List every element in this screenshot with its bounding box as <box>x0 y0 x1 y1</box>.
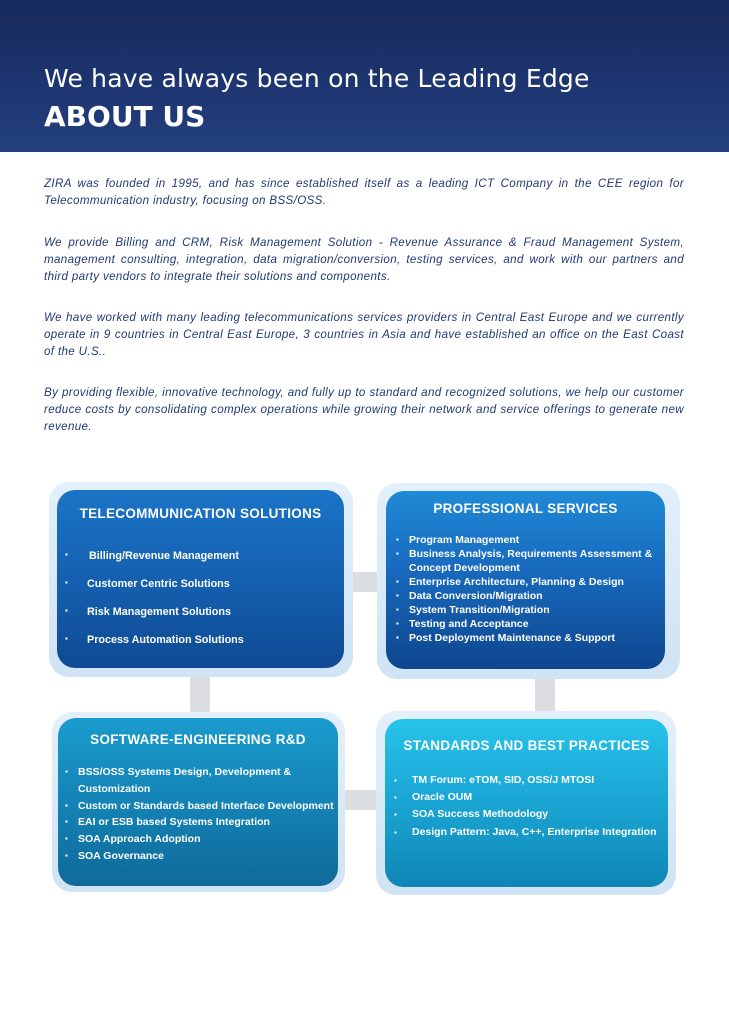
standards-title: STANDARDS AND BEST PRACTICES <box>403 738 650 753</box>
bullet-icon: ▪ <box>396 591 399 600</box>
paragraph-founding: ZIRA was founded in 1995, and has since established itself as a leading ICT Company in the CEE region for Telecommunication industry, focusing on BSS/OSS. <box>44 177 684 207</box>
bullet-icon: ▪ <box>65 800 68 810</box>
list-item: ▪ Enterprise Architecture, Planning & Design <box>396 576 624 588</box>
software-engineering-title: SOFTWARE-ENGINEERING R&D <box>90 732 306 747</box>
list-item: ▪ Design Pattern: Java, C++, Enterprise Integration <box>412 824 657 841</box>
software-engineering-list <box>65 764 334 865</box>
bullet-icon: ▪ <box>65 850 68 860</box>
list-item: ▪ Testing and Acceptance <box>396 618 529 630</box>
bullet-icon: ▪ <box>396 535 399 544</box>
list-item-continuation: Concept Development <box>409 562 520 574</box>
list-item: ▪ Billing/Revenue Management <box>65 550 239 562</box>
list-item: ▪ Post Deployment Maintenance & Support <box>396 632 615 644</box>
list-item: ▪ Customer Centric Solutions <box>65 578 230 590</box>
bullet-icon: ▪ <box>65 834 68 844</box>
list-item: ▪ SOA Success Methodology <box>412 806 657 823</box>
list-item: ▪ Process Automation Solutions <box>65 634 244 646</box>
list-item: ▪ Data Conversion/Migration <box>396 590 543 602</box>
list-item: ▪ Risk Management Solutions <box>65 606 231 618</box>
bullet-icon: ▪ <box>396 619 399 628</box>
list-item: ▪ SOA Approach Adoption <box>78 831 334 848</box>
bullet-icon: ▪ <box>396 605 399 614</box>
professional-services-box <box>386 491 665 669</box>
list-item: ▪ Program Management <box>396 534 520 546</box>
paragraph-services: We provide Billing and CRM, Risk Management Solution - Revenue Assurance & Fraud Management System, management consulting, integration, data migration/conversion, testing services, and work with our partners and third party vendors to integrate their solutions and components. <box>44 236 684 283</box>
telecom-solutions-box <box>57 490 344 668</box>
list-item: ▪ System Transition/Migration <box>396 604 550 616</box>
professional-services-title: PROFESSIONAL SERVICES <box>433 501 618 516</box>
list-item: ▪ TM Forum: eTOM, SID, OSS/J MTOSI <box>412 772 657 789</box>
bullet-icon: ▪ <box>396 577 399 586</box>
page-title: ABOUT US <box>44 100 206 133</box>
bullet-icon: ▪ <box>394 793 397 803</box>
standards-box <box>385 719 668 887</box>
list-item: ▪ BSS/OSS Systems Design, Development & <box>78 764 334 781</box>
bullet-icon: ▪ <box>65 606 68 615</box>
bullet-icon: ▪ <box>396 549 399 558</box>
bullet-icon: ▪ <box>65 817 68 827</box>
list-item-continuation: Customization <box>78 782 151 795</box>
bullet-icon: ▪ <box>65 550 68 559</box>
list-item: ▪ EAI or ESB based Systems Integration <box>78 814 334 831</box>
bullet-icon: ▪ <box>394 827 397 837</box>
bullet-icon: ▪ <box>394 776 397 785</box>
software-engineering-box <box>58 718 338 886</box>
professional-services-list <box>396 533 653 645</box>
list-item: ▪ Custom or Standards based Interface Development <box>78 798 334 815</box>
list-item: ▪ SOA Governance <box>78 848 334 865</box>
paragraph-value: By providing flexible, innovative technology, and fully up to standard and recognized solutions, we help our customer reduce costs by consolidating complex operations while growing their network and service offerings to generate new revenue. <box>44 386 684 433</box>
telecom-solutions-title: TELECOMMUNICATION SOLUTIONS <box>79 506 322 521</box>
telecom-solutions-list <box>65 550 244 662</box>
bullet-icon: ▪ <box>65 767 68 776</box>
standards-list <box>394 772 657 841</box>
bullet-icon: ▪ <box>65 634 68 643</box>
bullet-icon: ▪ <box>396 633 399 642</box>
bullet-icon: ▪ <box>394 810 397 820</box>
paragraph-regions: We have worked with many leading telecommunications services providers in Central East Europe and we currently operate in 9 countries in Central East Europe, 3 countries in Asia and have established an office on the East Coast of the U.S.. <box>44 311 684 358</box>
list-item: ▪ Oracle OUM <box>412 789 657 806</box>
connector-left <box>190 670 210 718</box>
header-subtitle: We have always been on the Leading Edge <box>44 64 590 93</box>
list-item: ▪ Business Analysis, Requirements Assessment & <box>396 548 653 560</box>
bullet-icon: ▪ <box>65 578 68 587</box>
